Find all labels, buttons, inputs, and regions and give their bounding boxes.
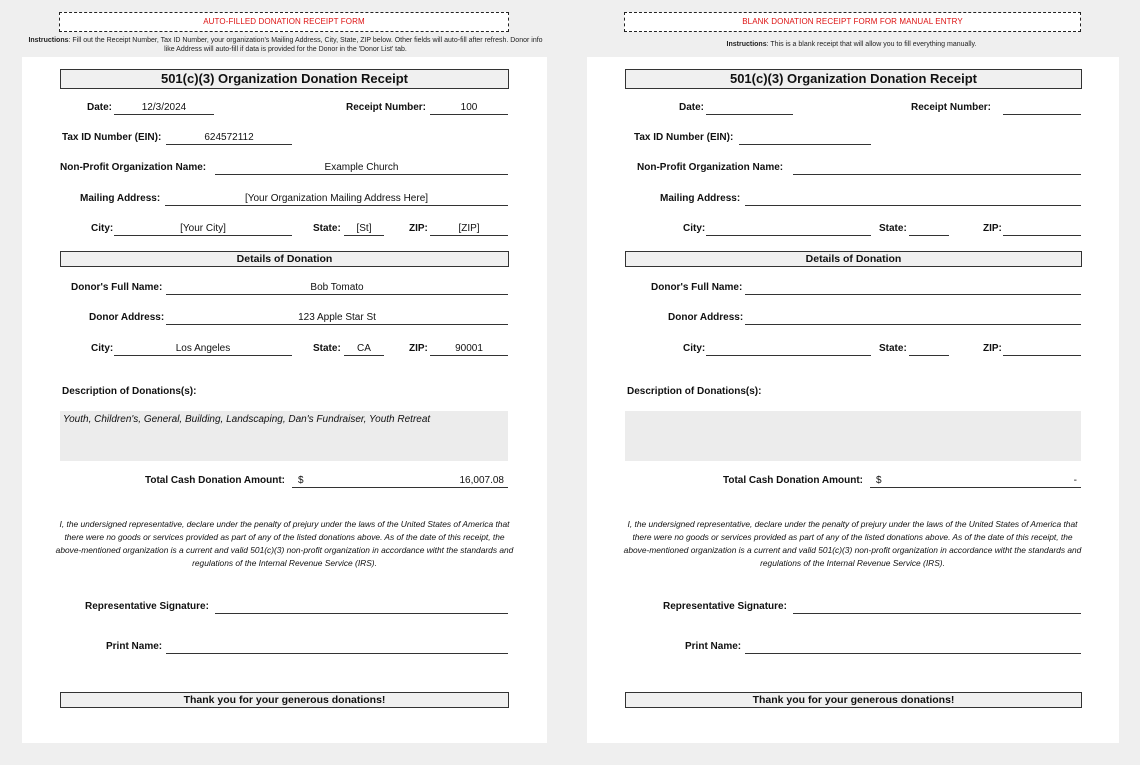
zip-field[interactable]: [ZIP] bbox=[430, 223, 508, 236]
signature-label: Representative Signature: bbox=[663, 601, 787, 612]
mailing-address-field[interactable]: [Your Organization Mailing Address Here] bbox=[165, 193, 508, 206]
donor-state-field[interactable] bbox=[909, 343, 949, 356]
donor-zip-field[interactable] bbox=[1003, 343, 1081, 356]
auto-filled-banner bbox=[59, 12, 509, 32]
total-label: Total Cash Donation Amount: bbox=[145, 475, 285, 486]
declaration-text: I, the undersigned representative, declare under the penalty of prejury under the laws of the United States of America that there were no goods or services provided as part of any of the listed donations above. As of the date of this receipt, the above-mentioned organization is a current and valid 501(c)(3) non-profit organization in accordance witht the standards and regulations of the Internal Revenue Service (IRS). bbox=[55, 519, 514, 568]
instructions bbox=[624, 40, 1079, 49]
receipt-number-label: Receipt Number: bbox=[911, 102, 992, 113]
declaration-text: I, the undersigned representative, declare under the penalty of prejury under the laws of the United States of America that there were no goods or services provided as part of any of the listed donations above. As of the date of this receipt, the above-mentioned organization is a current and valid 501(c)(3) non-profit organization in accordance witht the standards and regulations of the Internal Revenue Service (IRS). bbox=[623, 519, 1082, 568]
donor-state-label: State: bbox=[313, 343, 341, 354]
signature-field[interactable] bbox=[793, 601, 1081, 614]
zip-field[interactable] bbox=[1003, 223, 1081, 236]
donor-name-label: Donor's Full Name: bbox=[71, 282, 163, 293]
details-header: Details of Donation bbox=[625, 251, 1082, 267]
total-amount: - bbox=[1073, 475, 1077, 486]
mailing-address-label: Mailing Address: bbox=[80, 193, 161, 204]
state-label: State: bbox=[313, 223, 341, 234]
donor-name-label: Donor's Full Name: bbox=[651, 282, 743, 293]
receipt-title: 501(c)(3) Organization Donation Receipt bbox=[625, 69, 1082, 89]
state-field[interactable]: [St] bbox=[344, 223, 384, 236]
total-field[interactable] bbox=[870, 475, 1081, 488]
description-box[interactable] bbox=[625, 411, 1081, 461]
donor-city-label: City: bbox=[91, 343, 114, 354]
description-label: Description of Donations(s): bbox=[62, 386, 197, 397]
city-field[interactable]: [Your City] bbox=[114, 223, 292, 236]
donor-name-field[interactable] bbox=[745, 282, 1081, 295]
receipt-title: 501(c)(3) Organization Donation Receipt bbox=[60, 69, 509, 89]
city-label: City: bbox=[91, 223, 114, 234]
city-label: City: bbox=[683, 223, 706, 234]
city-field[interactable] bbox=[706, 223, 871, 236]
ein-label: Tax ID Number (EIN): bbox=[62, 132, 162, 143]
org-name-field[interactable] bbox=[793, 162, 1081, 175]
date-field[interactable]: 12/3/2024 bbox=[114, 102, 214, 115]
blank-form-banner bbox=[624, 12, 1081, 32]
total-field[interactable] bbox=[292, 475, 508, 488]
receipt-number-field[interactable]: 100 bbox=[430, 102, 508, 115]
mailing-address-field[interactable] bbox=[745, 193, 1081, 206]
state-field[interactable] bbox=[909, 223, 949, 236]
instructions-text: : This is a blank receipt that will allow you to fill everything manually. bbox=[766, 41, 977, 48]
thank-you-footer: Thank you for your generous donations! bbox=[625, 692, 1082, 708]
banner-text: AUTO-FILLED DONATION RECEIPT FORM bbox=[203, 17, 365, 26]
signature-label: Representative Signature: bbox=[85, 601, 209, 612]
org-name-label: Non-Profit Organization Name: bbox=[637, 162, 784, 173]
signature-field[interactable] bbox=[215, 601, 508, 614]
donor-city-field[interactable]: Los Angeles bbox=[114, 343, 292, 356]
date-label: Date: bbox=[87, 102, 113, 113]
description-box[interactable]: Youth, Children's, General, Building, Landscaping, Dan's Fundraiser, Youth Retreat bbox=[60, 411, 508, 461]
print-name-field[interactable] bbox=[166, 641, 508, 654]
banner-text: BLANK DONATION RECEIPT FORM FOR MANUAL ENTRY bbox=[742, 17, 963, 26]
currency-symbol: $ bbox=[298, 475, 304, 486]
total-amount: 16,007.08 bbox=[459, 475, 504, 486]
donor-name-field[interactable]: Bob Tomato bbox=[166, 282, 508, 295]
total-label: Total Cash Donation Amount: bbox=[723, 475, 863, 486]
ein-field[interactable] bbox=[739, 132, 871, 145]
currency-symbol: $ bbox=[876, 475, 882, 486]
instructions-label: Instructions bbox=[726, 41, 767, 48]
donor-city-field[interactable] bbox=[706, 343, 871, 356]
description-label: Description of Donations(s): bbox=[627, 386, 762, 397]
zip-label: ZIP: bbox=[409, 223, 428, 234]
ein-field[interactable]: 624572112 bbox=[166, 132, 292, 145]
donor-zip-label: ZIP: bbox=[983, 343, 1002, 354]
print-name-label: Print Name: bbox=[106, 641, 163, 652]
date-field[interactable] bbox=[706, 102, 793, 115]
details-header: Details of Donation bbox=[60, 251, 509, 267]
instructions-label: Instructions bbox=[28, 37, 69, 44]
org-name-field[interactable]: Example Church bbox=[215, 162, 508, 175]
donor-address-field[interactable] bbox=[745, 312, 1081, 325]
instructions-text: : Fill out the Receipt Number, Tax ID Number, your organization's Mailing Address, City, State, ZIP below. Other fields will auto-fill after refresh. Donor info like Address will auto-fill if data is provided for the Donor in the 'Donor List' tab. bbox=[68, 37, 543, 53]
print-name-field[interactable] bbox=[745, 641, 1081, 654]
instructions bbox=[28, 36, 543, 54]
mailing-address-label: Mailing Address: bbox=[660, 193, 741, 204]
state-label: State: bbox=[879, 223, 907, 234]
donor-city-label: City: bbox=[683, 343, 706, 354]
receipt-page bbox=[587, 57, 1119, 743]
donor-state-field[interactable]: CA bbox=[344, 343, 384, 356]
donor-address-field[interactable]: 123 Apple Star St bbox=[166, 312, 508, 325]
receipt-page bbox=[22, 57, 547, 743]
org-name-label: Non-Profit Organization Name: bbox=[60, 162, 207, 173]
date-label: Date: bbox=[679, 102, 705, 113]
ein-label: Tax ID Number (EIN): bbox=[634, 132, 734, 143]
donor-address-label: Donor Address: bbox=[668, 312, 744, 323]
donor-zip-label: ZIP: bbox=[409, 343, 428, 354]
zip-label: ZIP: bbox=[983, 223, 1002, 234]
print-name-label: Print Name: bbox=[685, 641, 742, 652]
donor-address-label: Donor Address: bbox=[89, 312, 165, 323]
receipt-number-label: Receipt Number: bbox=[346, 102, 427, 113]
thank-you-footer: Thank you for your generous donations! bbox=[60, 692, 509, 708]
donor-state-label: State: bbox=[879, 343, 907, 354]
receipt-number-field[interactable] bbox=[1003, 102, 1081, 115]
donor-zip-field[interactable]: 90001 bbox=[430, 343, 508, 356]
